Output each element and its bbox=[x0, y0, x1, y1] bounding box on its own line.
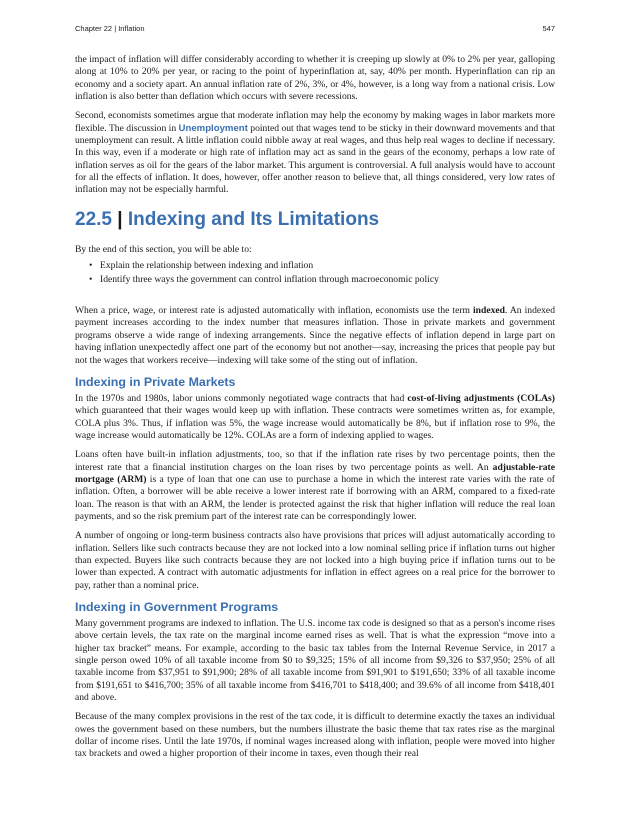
learning-objectives-list bbox=[75, 259, 555, 286]
section-heading bbox=[75, 209, 555, 231]
paragraph-text: . An indexed payment increases according to the index number that measures inflation. Those in private markets and government programs observe a wide range of indexing arrangements. Since the negative effects of inflation depend in large part on having inflation unexpectedly affect one part of the economy but not another—say, increasing the prices that people pay but not the wages that workers receive—indexing will take some of the sting out of inflation. bbox=[75, 305, 555, 366]
paragraph-text: pointed out that wages tend to be sticky in their downward movements and that unemployment can result. A little inflation could nibble away at real wages, and thus help real wages to decline if necessary. In this way, even if a moderate or high rate of inflation may act as sand in the gears of the economy, perhaps a low rate of inflation serves as oil for the gears of the labor market. This argument is controversial. A full analysis would have to account for all the effects of inflation. It does, however, offer another reason to believe that, all things considered, very low rates of inflation may not be especially harmful. bbox=[75, 122, 556, 196]
chapter-label: Chapter 22 | Inflation bbox=[75, 24, 145, 33]
paragraph-text: Loans often have built-in inflation adjustments, too, so that if the inflation rate rises by two percentage points, then the interest rate that a financial institution charges on the loan rises by two percentage points as well. An bbox=[75, 449, 555, 473]
paragraph-text: In the 1970s and 1980s, labor unions commonly negotiated wage contracts that had bbox=[75, 392, 408, 404]
unemployment-link[interactable]: Unemployment bbox=[178, 122, 248, 134]
list-item: • Explain the relationship between indexing and inflation bbox=[100, 259, 555, 273]
page-number: 547 bbox=[542, 24, 555, 33]
paragraph-text: is a type of loan that one can use to purchase a home in which the interest rate varies with the rate of inflation. Often, a borrower will be able receive a lower interest rate if borrowing with an ARM, compared to a fixed-rate loan. The reason is that with an ARM, the lender is protected against the risk that higher inflation will reduce the real loan payments, and so the risk premium part of the interest rate can be correspondingly lower. bbox=[75, 473, 555, 522]
list-item: • Identify three ways the government can control inflation through macroeconomic policy bbox=[100, 273, 555, 287]
page-content bbox=[75, 54, 555, 768]
paragraph-bracket-creep: Because of the many complex provisions in the rest of the tax code, it is difficult to determine exactly the taxes an individual owes the government based on these numbers, but the numbers illustrate the basic theme that tax rates rise as the marginal dollar of income rises. Until the late 1970s, if nominal wages increased along with inflation, people were moved into higher tax brackets and owed a higher proportion of their income in taxes, even though their real bbox=[75, 711, 555, 760]
key-term-arm: adjustable-rate mortgage (ARM) bbox=[75, 461, 555, 485]
subheading-government-programs: Indexing in Government Programs bbox=[75, 600, 279, 614]
paragraph-text: which guaranteed that their wages would keep up with inflation. These contracts were sometimes written as, for example, COLA plus 3%. Thus, if inflation was 5%, the wage increase would automatically be 8%, but if inflation rose to 9%, the wage increase would automatically be 12%. COLAs are a form of indexing applied to wages. bbox=[75, 405, 555, 441]
paragraph-arm bbox=[75, 449, 555, 523]
paragraph-text: When a price, wage, or interest rate is adjusted automatically with inflation, economists use the term bbox=[75, 305, 473, 317]
section-title-text: Indexing and Its Limitations bbox=[127, 208, 380, 230]
key-term-indexed: indexed bbox=[473, 305, 505, 317]
paragraph-cola bbox=[75, 393, 555, 442]
paragraph-business-contracts: A number of ongoing or long-term business contracts also have provisions that prices will adjust automatically according to inflation. Sellers like such contracts because they are not locked into a low nominal selling price if inflation turns out higher than expected. Buyers like such contracts because they are not locked into a high buying price if inflation turns out to be lower than expected. A contract with automatic adjustments for inflation in effect agrees on a real price for the borrower to pay, rather than a nominal price. bbox=[75, 530, 555, 591]
section-separator: | bbox=[117, 208, 123, 230]
running-header bbox=[75, 24, 555, 33]
paragraph-wage-flexibility bbox=[75, 110, 555, 196]
objectives-intro: By the end of this section, you will be able to: bbox=[75, 243, 252, 255]
paragraph-tax-brackets: Many government programs are indexed to inflation. The U.S. income tax code is designed so that as a person's income rises above certain levels, the tax rate on the marginal income earned rises as well. That is what the expression “move into a higher tax bracket” means. For example, according to the basic tax tables from the Internal Revenue Service, in 2017 a single person owed 10% of all taxable income from $0 to $9,325; 15% of all income from $9,326 to $37,950; 25% of all taxable income from $37,951 to $91,900; 28% of all taxable income from $91,901 to $191,650; 33% of all taxable income from $191,651 to $416,700; 35% of all taxable income from $416,701 to $418,400; and 39.6% of all income from $418,401 and above. bbox=[75, 618, 555, 704]
paragraph-indexed-definition bbox=[75, 305, 555, 367]
paragraph-hyperinflation: the impact of inflation will differ considerably according to whether it is creeping up slowly at 0% to 2% per year, galloping along at 10% to 20% per year, or racing to the point of hyperinflation at, say, 40% per month. Hyperinflation can rip an economy and a society apart. An annual inflation rate of 2%, 3%, or 4%, however, is a long way from a national crisis. Low inflation is also better than deflation which occurs with severe recessions. bbox=[75, 54, 555, 103]
subheading-private-markets: Indexing in Private Markets bbox=[75, 374, 236, 389]
section-number: 22.5 bbox=[75, 208, 112, 230]
key-term-cola: cost-of-living adjustments (COLAs) bbox=[407, 392, 555, 404]
paragraph-text: Second, economists sometimes argue that moderate inflation may help the economy by making wages in labor markets more flexible. The discussion in bbox=[75, 110, 555, 134]
